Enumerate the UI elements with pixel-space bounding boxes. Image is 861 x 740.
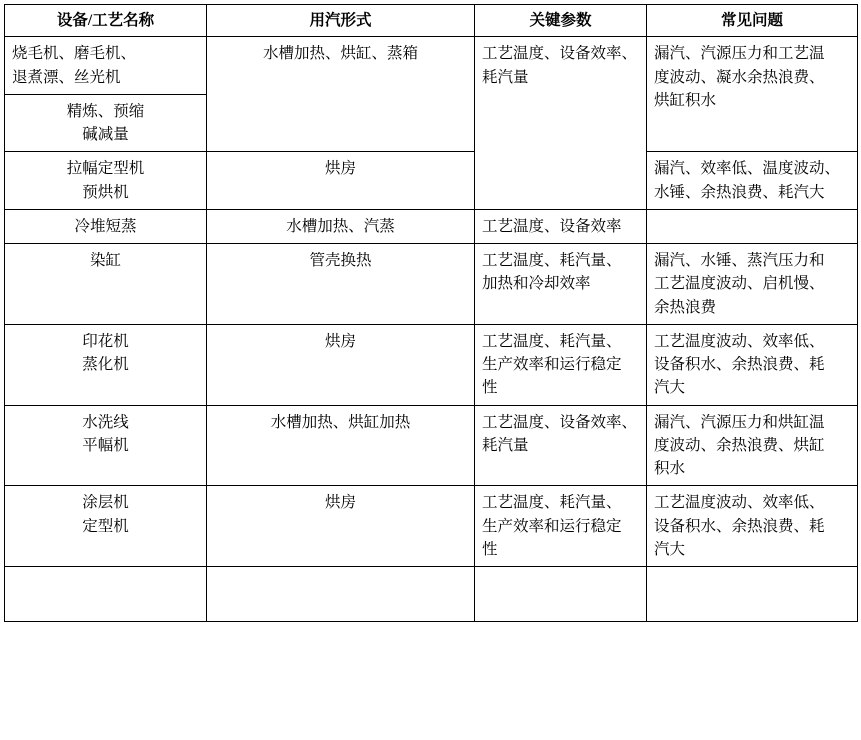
table-row [5,567,858,622]
cell-equipment [5,567,207,622]
cell-issues: 漏汽、效率低、温度波动、 水锤、余热浪费、耗汽大 [647,152,858,210]
cell-key-params: 工艺温度、耗汽量、 加热和冷却效率 [475,244,647,325]
cell-steam-form: 水槽加热、烘缸、蒸箱 [207,37,475,152]
cell-steam-form: 烘房 [207,486,475,567]
cell-issues: 漏汽、汽源压力和烘缸温 度波动、余热浪费、烘缸 积水 [647,405,858,486]
cell-steam-form: 烘房 [207,324,475,405]
equipment-process-table [4,4,858,622]
table-row [5,37,858,95]
cell-equipment: 烧毛机、磨毛机、 退煮漂、丝光机 [5,37,207,95]
cell-equipment: 印花机 蒸化机 [5,324,207,405]
cell-steam-form: 管壳换热 [207,244,475,325]
cell-equipment: 拉幅定型机 预烘机 [5,152,207,210]
cell-equipment: 冷堆短蒸 [5,209,207,243]
column-header-issues: 常见问题 [647,5,858,37]
cell-key-params: 工艺温度、耗汽量、 生产效率和运行稳定 性 [475,324,647,405]
cell-equipment: 涂层机 定型机 [5,486,207,567]
cell-equipment: 染缸 [5,244,207,325]
cell-key-params: 工艺温度、设备效率、 耗汽量 [475,37,647,210]
cell-steam-form: 水槽加热、汽蒸 [207,209,475,243]
column-header-steam-form: 用汽形式 [207,5,475,37]
table-row [5,324,858,405]
cell-issues: 工艺温度波动、效率低、 设备积水、余热浪费、耗 汽大 [647,486,858,567]
cell-equipment: 水洗线 平幅机 [5,405,207,486]
table-row [5,209,858,243]
cell-equipment: 精炼、预缩 碱减量 [5,94,207,152]
cell-issues: 工艺温度波动、效率低、 设备积水、余热浪费、耗 汽大 [647,324,858,405]
table-row [5,244,858,325]
cell-steam-form: 水槽加热、烘缸加热 [207,405,475,486]
table-row [5,486,858,567]
column-header-key-params: 关键参数 [475,5,647,37]
cell-key-params [475,567,647,622]
cell-issues: 漏汽、汽源压力和工艺温 度波动、凝水余热浪费、 烘缸积水 [647,37,858,152]
table-header-row [5,5,858,37]
table-row [5,405,858,486]
cell-issues [647,567,858,622]
cell-key-params: 工艺温度、设备效率、 耗汽量 [475,405,647,486]
cell-key-params: 工艺温度、设备效率 [475,209,647,243]
column-header-equipment: 设备/工艺名称 [5,5,207,37]
cell-steam-form [207,567,475,622]
cell-key-params: 工艺温度、耗汽量、 生产效率和运行稳定 性 [475,486,647,567]
cell-issues: 漏汽、水锤、蒸汽压力和 工艺温度波动、启机慢、 余热浪费 [647,244,858,325]
cell-steam-form: 烘房 [207,152,475,210]
cell-issues [647,209,858,243]
table-row [5,152,858,210]
